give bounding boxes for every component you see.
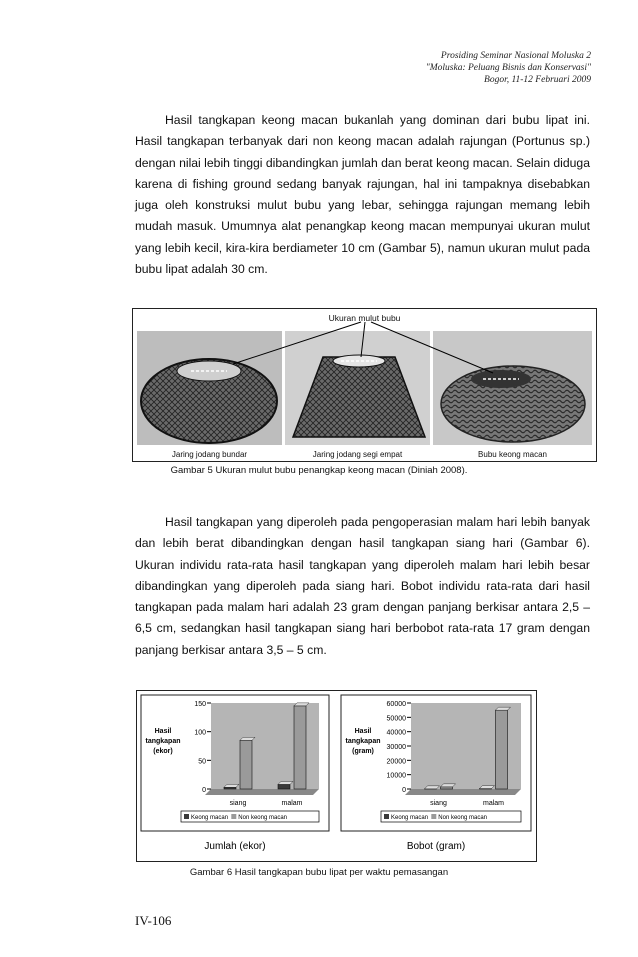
page-number: IV-106 <box>135 913 172 928</box>
y-tick-label: 10000 <box>386 772 406 780</box>
figure-5-caption: Gambar 5 Ukuran mulut bubu penangkap keong macan (Diniah 2008). <box>170 465 468 476</box>
y-tick-label: 0 <box>202 787 206 794</box>
paragraph-2 <box>135 512 590 661</box>
legend-swatch <box>431 814 436 819</box>
legend-swatch <box>184 814 189 819</box>
x-tick-label: malam <box>281 800 303 807</box>
y-tick-label: 100 <box>194 729 206 737</box>
chart-title: Bobot (gram) <box>406 841 466 852</box>
bar-non-keong-macan-siang <box>441 787 453 789</box>
legend-label: Keong macan <box>391 815 429 821</box>
x-tick-label: malam <box>482 800 505 807</box>
y-axis-label: tangkapan <box>345 738 381 745</box>
x-tick-label: siang <box>430 800 447 807</box>
figure-5-top-label: Ukuran mulut bubu <box>328 313 401 323</box>
proceedings-header <box>426 50 591 86</box>
y-tick-label: 150 <box>194 701 206 708</box>
y-tick-label: 60000 <box>386 701 406 708</box>
y-axis-label: Hasil <box>154 728 172 735</box>
plot-floor <box>205 789 319 795</box>
paragraph-1 <box>135 110 590 280</box>
header-line3: Bogor, 11-12 Februari 2009 <box>484 75 591 85</box>
legend-swatch <box>384 814 389 819</box>
y-axis-label: (ekor) <box>153 748 173 755</box>
figure-6-charts <box>137 691 536 861</box>
legend-swatch <box>231 814 236 819</box>
figure-6-caption: Gambar 6 Hasil tangkapan bubu lipat per waktu pemasangan <box>189 867 449 878</box>
bar-non-keong-macan-malam <box>294 706 306 789</box>
y-tick-label: 40000 <box>386 729 406 737</box>
label-conch-trap: Bubu keong macan <box>478 450 547 459</box>
bar-non-keong-macan-malam <box>496 710 508 789</box>
header-line1: Prosiding Seminar Nasional Moluska 2 <box>440 51 591 61</box>
label-square-net: Jaring jodang segi empat <box>312 450 403 459</box>
bar-non-keong-macan-siang <box>240 740 252 789</box>
y-axis-label: Hasil <box>354 728 372 735</box>
plot-floor <box>405 789 521 795</box>
bar-keong-macan-siang <box>224 787 236 789</box>
legend-label: Non keong macan <box>238 815 288 821</box>
y-tick-label: 50 <box>198 758 206 766</box>
y-tick-label: 20000 <box>386 758 406 766</box>
chart-title: Jumlah (ekor) <box>204 841 266 852</box>
legend-label: Keong macan <box>191 815 229 821</box>
bar-keong-macan-malam <box>278 784 290 789</box>
y-tick-label: 0 <box>402 787 406 794</box>
x-tick-label: siang <box>229 800 247 807</box>
chart-jumlah <box>141 695 329 852</box>
label-round-net: Jaring jodang bundar <box>171 450 248 459</box>
paragraph-2-text: Hasil tangkapan yang diperoleh pada pengoperasian malam hari lebih banyak dan lebih berat dibandingkan dengan hasil tangkapan siang hari (Gambar 6). Ukuran individu rata-rata hasil tangkapan yang diperoleh malam hari lebih besar dibandingkan yang diperoleh pada siang hari. Bobot individu rata-rata dari hasil tangkapan pada malam hari adalah 23 gram dengan panjang berkisar antara 2,5 – 6,5 cm, sedangkan hasil tangkapan siang hari berbobot rata-rata 17 gram dengan panjang berkisar antara 3,5 – 5 cm. <box>135 515 590 657</box>
y-axis-label: (gram) <box>352 748 374 755</box>
y-tick-label: 50000 <box>386 715 406 723</box>
legend-label: Non keong macan <box>438 815 488 821</box>
y-tick-label: 30000 <box>386 744 406 751</box>
figure-5-photos <box>133 309 596 461</box>
header-line2: "Moluska: Peluang Bisnis dan Konservasi" <box>425 63 591 73</box>
paragraph-1-text: Hasil tangkapan keong macan bukanlah yang dominan dari bubu lipat ini. Hasil tangkapan terbanyak dari non keong macan adalah rajungan (Portunus sp.) dengan nilai lebih tinggi dibandingkan jumlah dan berat keong macan. Selain diduga karena di fishing ground sedang banyak rajungan, hal ini tampaknya disebabkan juga oleh konstruksi mulut bubu yang lebar, sehingga rajungan memang lebih mudah masuk. Umumnya alat penangkap keong macan mempunyai ukuran mulut yang lebih kecil, kira-kira berdiameter 10 cm (Gambar 5), namun ukuran mulut pada bubu lipat adalah 30 cm. <box>135 113 590 277</box>
y-axis-label: tangkapan <box>145 738 181 745</box>
figure-6 <box>136 690 537 862</box>
chart-bobot <box>341 695 531 852</box>
figure-5 <box>132 308 597 462</box>
